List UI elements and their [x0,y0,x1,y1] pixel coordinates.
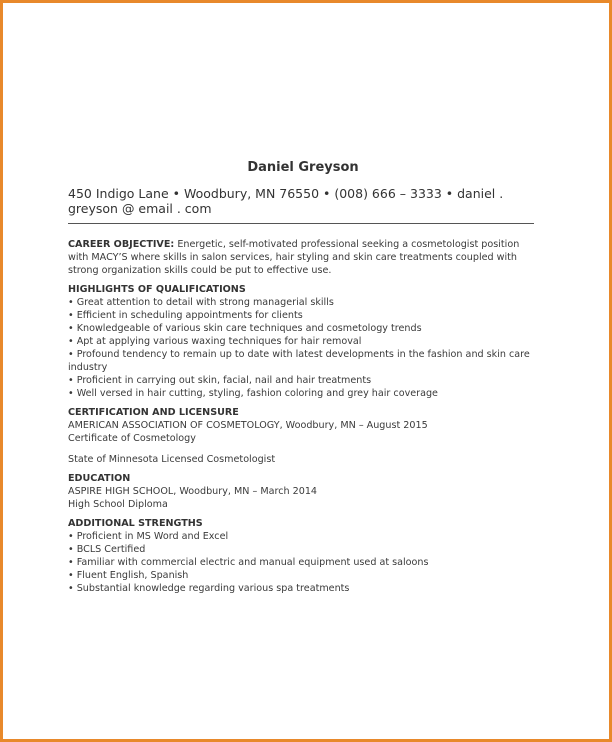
list-item: • Substantial knowledge regarding various spa treatments [68,583,350,594]
list-item: • Fluent English, Spanish [68,570,189,581]
education-line-1: ASPIRE HIGH SCHOOL, Woodbury, MN – March 2014 [68,486,318,497]
list-item: • Knowledgeable of various skin care techniques and cosmetology trends [68,323,422,334]
certification-line-3: State of Minnesota Licensed Cosmetologist [68,454,276,465]
header-divider [68,223,534,224]
list-item: • Profound tendency to remain up to date with latest developments in the fashion and skin care industry [68,349,530,373]
certification-line-2: Certificate of Cosmetology [68,433,196,444]
strengths-title: ADDITIONAL STRENGTHS [68,518,203,529]
career-objective-label: CAREER OBJECTIVE: [68,239,175,250]
contact-line: 450 Indigo Lane • Woodbury, MN 76550 • (008) 666 – 3333 • daniel . greyson @ email . com [68,186,504,216]
list-item: • Proficient in carrying out skin, facial, nail and hair treatments [68,375,372,386]
list-item: • BCLS Certified [68,544,146,555]
certification-title: CERTIFICATION AND LICENSURE [68,407,239,418]
education-line-2: High School Diploma [68,499,168,510]
list-item: • Proficient in MS Word and Excel [68,531,229,542]
qualifications-title: HIGHLIGHTS OF QUALIFICATIONS [68,284,246,295]
list-item: • Efficient in scheduling appointments for clients [68,310,303,321]
list-item: • Familiar with commercial electric and manual equipment used at saloons [68,557,429,568]
resume-document [68,160,538,595]
list-item: • Great attention to detail with strong managerial skills [68,297,334,308]
qualifications-list [68,296,538,400]
list-item: • Apt at applying various waxing techniques for hair removal [68,336,362,347]
resume-name [68,160,538,175]
resume-body [68,238,538,595]
name-text: Daniel Greyson [247,160,359,175]
career-objective-text: Energetic, self-motivated professional seeking a cosmetologist position with MACY’S where skills in salon services, hair styling and skin care treatments coupled with strong organization skills could be put to effective use. [68,239,520,276]
strengths-list [68,530,538,595]
education-title: EDUCATION [68,473,131,484]
career-objective [68,238,538,277]
certification-line-1: AMERICAN ASSOCIATION OF COSMETOLOGY, Woodbury, MN – August 2015 [68,420,428,431]
list-item: • Well versed in hair cutting, styling, fashion coloring and grey hair coverage [68,388,438,399]
